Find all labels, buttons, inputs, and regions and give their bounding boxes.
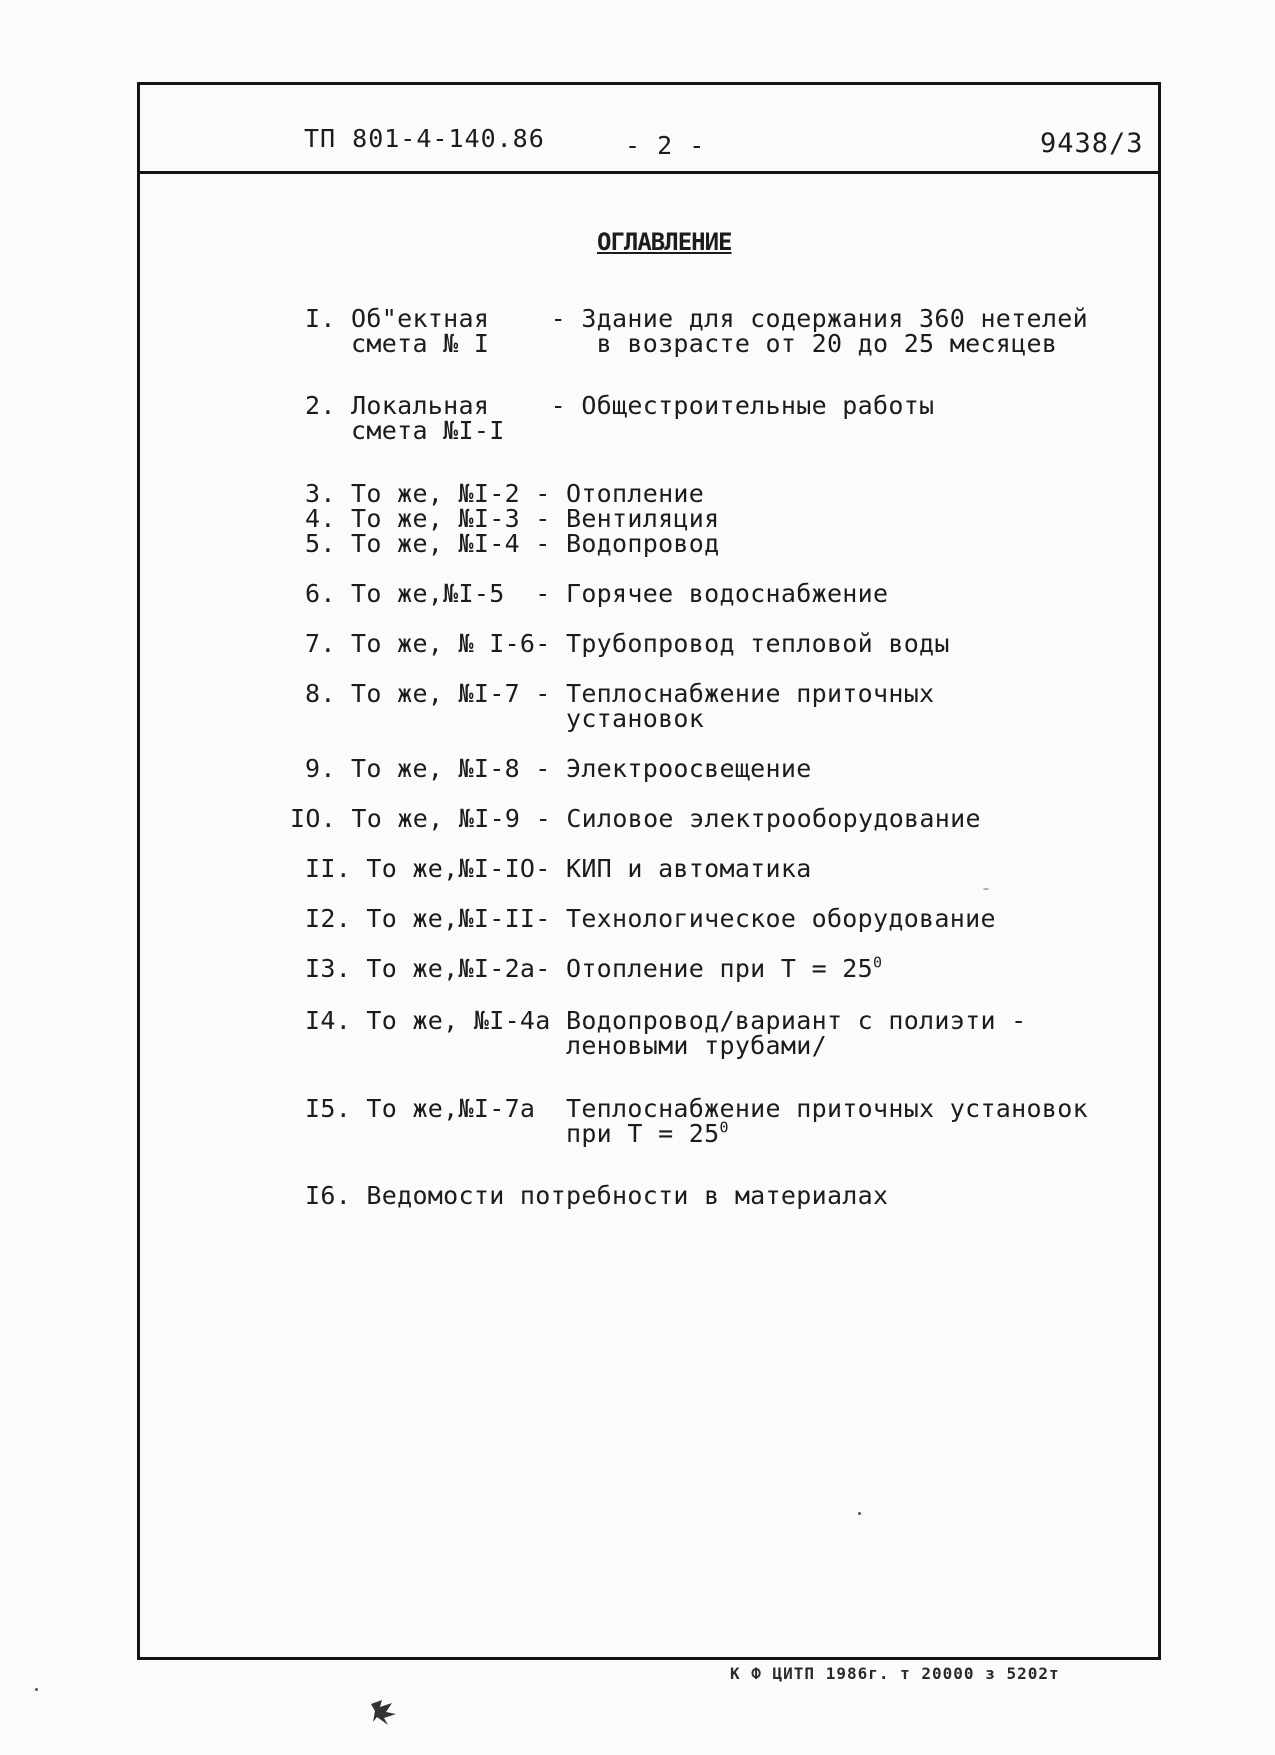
toc-item-8-line-1: 8. То же, №I-7 - Теплоснабжение приточных [305, 679, 935, 708]
scan-top-edge [0, 0, 1275, 4]
toc-item-10: IO. То же, №I-9 - Силовое электрооборудование [290, 804, 981, 833]
toc-item-4: 4. То же, №I-3 - Вентиляция [305, 504, 720, 533]
toc-item-13-text: I3. То же,№I-2а- Отопление при Т = 25 [305, 954, 873, 983]
toc-item-9: 9. То же, №I-8 - Электроосвещение [305, 754, 812, 783]
toc-item-3: 3. То же, №I-2 - Отопление [305, 479, 705, 508]
toc-item-15-line-2 [305, 1118, 729, 1148]
toc-item-2-line-2: смета №I-I [305, 416, 505, 445]
toc-item-6: 6. То же,№I-5 - Горячее водоснабжение [305, 579, 889, 608]
toc-item-12: I2. То же,№I-II- Технологическое оборудование [305, 904, 996, 933]
scan-speck [35, 1688, 38, 1691]
toc-item-1-line-1: I. Об"ектная - Здание для содержания 360 нетелей [305, 304, 1088, 333]
ink-blot-mark [368, 1698, 398, 1726]
toc-item-5: 5. То же, №I-4 - Водопровод [305, 529, 720, 558]
toc-item-2-line-1: 2. Локальная - Общестроительные работы [305, 391, 935, 420]
page-number: - 2 - [625, 131, 706, 160]
print-stamp: К Ф ЦИТП 1986г. т 20000 з 5202т [730, 1664, 1060, 1683]
page-title: ОГЛАВЛЕНИЕ [597, 228, 732, 256]
toc-item-15-degree: 0 [719, 1118, 729, 1137]
header-divider [137, 171, 1161, 174]
toc-item-14-line-1: I4. То же, №I-4а Водопровод/вариант с полиэти - [305, 1006, 1027, 1035]
toc-item-1-line-2: смета № I в возрасте от 20 до 25 месяцев [305, 329, 1058, 358]
toc-item-13 [305, 953, 883, 983]
document-code: ТП 801-4-140.86 [304, 124, 545, 153]
toc-item-15-line-1: I5. То же,№I-7а Теплоснабжение приточных установок [305, 1094, 1088, 1123]
toc-item-8-line-2: установок [305, 704, 705, 733]
toc-item-11: II. То же,№I-IO- КИП и автоматика [305, 854, 812, 883]
scan-speck [983, 888, 989, 890]
sheet-reference: 9438/3 [1040, 128, 1144, 159]
scan-speck [858, 1512, 861, 1515]
toc-item-14-line-2: леновыми трубами/ [305, 1031, 827, 1060]
toc-item-13-degree: 0 [873, 953, 883, 972]
toc-item-7: 7. То же, № I-6- Трубопровод тепловой воды [305, 629, 950, 658]
toc-item-15-text: при Т = 25 [305, 1119, 720, 1148]
toc-item-16: I6. Ведомости потребности в материалах [305, 1181, 889, 1210]
